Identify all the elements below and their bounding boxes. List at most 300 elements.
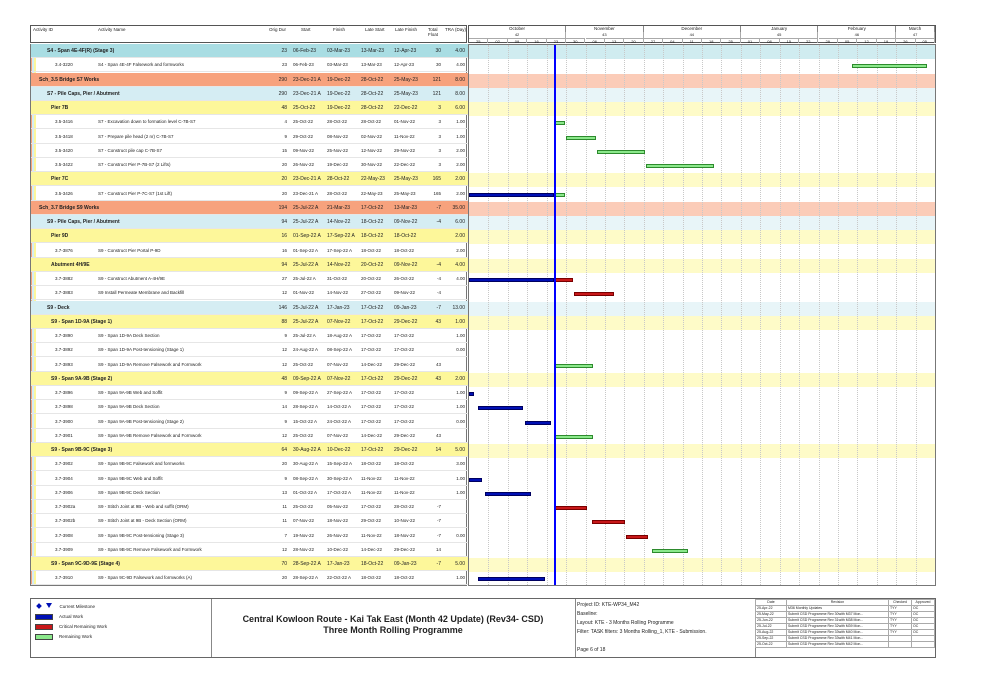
late-finish: 18-Oct-22 <box>394 575 415 581</box>
total-float <box>427 386 441 400</box>
total-float: 14 <box>435 447 441 453</box>
total-float <box>427 229 441 243</box>
milestone-icon <box>36 603 42 609</box>
tra-days: 35.00 <box>452 204 465 211</box>
critical-bar[interactable] <box>574 292 614 296</box>
late-finish: 17-Oct-22 <box>394 333 415 338</box>
header-activity-name: Activity Name <box>98 27 126 32</box>
wbs-group-row[interactable] <box>31 229 468 243</box>
day-label: 29 <box>819 38 838 43</box>
finish-date: 17-Sep-22 A <box>327 247 353 253</box>
header-tra: TRA (Day) <box>445 27 467 32</box>
tra-days: 1.00 <box>456 390 465 395</box>
finish-date: 30-Sep-22 A <box>327 475 353 481</box>
start-date: 09-Sep-22 A <box>293 390 319 395</box>
activity-row[interactable] <box>31 415 468 429</box>
month-november: November <box>566 26 644 32</box>
week-number: 47 <box>896 32 935 38</box>
activity-name: S9 - Span 9B-9C Web and Soffit <box>98 475 163 481</box>
revision-cell: TYY <box>889 606 912 612</box>
late-start: 17-Oct-22 <box>361 447 384 453</box>
day-label: 04 <box>663 38 682 43</box>
late-finish: 11-Nov-22 <box>394 475 415 481</box>
activity-id: 3.7-3896 <box>55 390 73 395</box>
wbs-group-row[interactable] <box>31 172 468 186</box>
revision-table <box>755 599 937 657</box>
total-float: 121 <box>432 90 441 97</box>
activity-name: S9 - Span 9B-9C Post-tensioning (Stage 3) <box>98 532 185 538</box>
grid-line <box>721 45 722 586</box>
late-start: 17-Oct-22 <box>361 347 382 353</box>
header-finish: Finish <box>333 27 346 32</box>
activity-name: S9 - Span 9C-9D Falsework and formworks (A) <box>98 575 193 581</box>
actual-bar[interactable] <box>469 193 554 197</box>
late-start: 17-Oct-22 <box>361 304 384 311</box>
late-start: 17-Oct-22 <box>361 318 384 325</box>
legend-milestone-label: Current Milestone <box>59 604 96 609</box>
critical-bar[interactable] <box>554 506 587 510</box>
late-finish: 22-Dec-22 <box>394 162 416 167</box>
start-date: 29-Oct-22 <box>293 133 314 139</box>
finish-date: 19-Dec-22 <box>327 105 351 111</box>
actual-bar[interactable] <box>525 421 551 425</box>
wbs-group-row[interactable] <box>31 315 468 329</box>
total-float: 165 <box>433 190 441 196</box>
finish-date: 14-Oct-22 A <box>327 404 352 410</box>
start-date: 15-Oct-22 A <box>293 418 318 424</box>
remaining-bar[interactable] <box>566 136 596 140</box>
orig-dur: 14 <box>281 404 287 410</box>
finish-date: 22-Oct-22 A <box>327 575 352 581</box>
total-float: 30 <box>435 62 441 68</box>
actual-bar[interactable] <box>478 577 545 581</box>
late-start: 28-Oct-22 <box>361 76 384 83</box>
late-start: 22-May-23 <box>361 176 385 183</box>
column-header <box>30 25 467 43</box>
group-name: Pier 9D <box>51 233 69 240</box>
grid-line <box>780 45 781 586</box>
late-start: 28-Oct-22 <box>361 119 382 125</box>
finish-date: 31-Oct-22 <box>327 276 348 281</box>
late-start: 02-Nov-22 <box>361 133 383 139</box>
wbs-group-row[interactable] <box>31 557 468 571</box>
wbs-group-row[interactable] <box>31 44 468 58</box>
remaining-bar[interactable] <box>652 549 688 553</box>
actual-bar[interactable] <box>469 278 554 282</box>
grid-line <box>624 45 625 586</box>
tra-days: 8.00 <box>455 76 465 83</box>
total-float: 3 <box>438 119 441 125</box>
late-start: 28-Oct-22 <box>361 90 384 97</box>
activity-row[interactable] <box>31 130 468 144</box>
day-label: 15 <box>780 38 799 43</box>
grid-line <box>702 45 703 586</box>
header-late-finish: Late Finish <box>395 27 418 32</box>
orig-dur: 20 <box>281 575 287 581</box>
activity-row[interactable] <box>31 486 468 500</box>
activity-table <box>30 44 467 586</box>
late-start: 12-Nov-22 <box>361 147 383 153</box>
activity-row[interactable] <box>31 457 468 471</box>
tra-days: 0.00 <box>456 347 465 353</box>
activity-name: S7 - Construct Pier P-7B-S7 (2 Lifts) <box>98 162 171 167</box>
orig-dur: 4 <box>284 119 287 125</box>
activity-row[interactable] <box>31 115 468 129</box>
orig-dur: 12 <box>281 347 287 353</box>
activity-name: S7 - Prepare pile head (2 nr) C-7B-S7 <box>98 133 174 139</box>
late-finish: 09-Jan-23 <box>394 304 417 311</box>
gantt-chart <box>468 44 936 586</box>
page-number: Page 6 of 18 <box>577 647 606 653</box>
activity-row[interactable] <box>31 144 468 158</box>
wbs-group-row[interactable] <box>31 301 468 315</box>
rev-header-approved: Approved <box>912 600 935 606</box>
tra-days <box>443 358 465 372</box>
tra-days: 1.00 <box>456 333 465 338</box>
finish-date: 25-Nov-22 <box>327 147 349 153</box>
finish-date: 07-Nov-22 <box>327 375 351 382</box>
activity-row[interactable] <box>31 400 468 414</box>
month-march: March <box>896 26 935 32</box>
activity-id: 3.5-3420 <box>55 147 73 153</box>
grid-line <box>741 45 742 586</box>
late-finish: 17-Oct-22 <box>394 418 415 424</box>
start-date: 01-Nov-22 <box>293 290 315 296</box>
orig-dur: 23 <box>281 48 287 54</box>
total-float: 43 <box>435 318 441 325</box>
wbs-group-row[interactable] <box>31 101 468 115</box>
start-date: 23-Dec-21 A <box>293 176 321 183</box>
activity-id: 3.7-3883 <box>55 290 73 296</box>
activity-id: 3.5-3422 <box>55 162 73 167</box>
start-date: 25-Jul-22 A <box>293 318 319 325</box>
group-name: Pier 7C <box>51 176 69 183</box>
activity-row[interactable] <box>31 187 468 201</box>
activity-id: 3.7-3908 <box>55 532 73 538</box>
orig-dur: 9 <box>284 133 287 139</box>
start-date: 06-Feb-23 <box>293 48 317 54</box>
late-start: 11-Nov-22 <box>361 475 382 481</box>
timeline-header <box>468 25 936 43</box>
orig-dur: 27 <box>281 276 287 281</box>
activity-row[interactable] <box>31 543 468 557</box>
revision-cell: TYY <box>889 630 912 636</box>
late-finish: 28-Oct-22 <box>394 504 415 509</box>
header-start: Start <box>301 27 311 32</box>
group-name: S9 - Deck <box>47 304 70 311</box>
tra-days: 5.00 <box>455 561 465 567</box>
critical-bar[interactable] <box>626 535 648 539</box>
week-number: 44 <box>644 32 741 38</box>
activity-name: S9 - Construct Abutment A-4H/9E <box>98 276 166 281</box>
activity-id: 3.7-3876 <box>55 247 73 253</box>
group-name: Pier 7B <box>51 105 69 111</box>
total-float: -7 <box>436 561 441 567</box>
legend-critical-label: Critical Remaining Work <box>59 624 108 629</box>
late-finish: 09-Nov-22 <box>394 261 418 268</box>
total-float <box>427 472 441 486</box>
orig-dur: 23 <box>281 62 287 68</box>
late-start: 13-Mar-23 <box>361 62 382 68</box>
finish-date: 18-Aug-22 A <box>327 333 353 338</box>
remaining-bar[interactable] <box>646 164 714 168</box>
start-date: 25-Oct-22 <box>293 361 314 367</box>
grid-line <box>819 45 820 586</box>
activity-row[interactable] <box>31 386 468 400</box>
total-float <box>427 486 441 500</box>
total-float: 43 <box>435 432 441 438</box>
late-start: 11-Nov-22 <box>361 532 382 538</box>
critical-bar[interactable] <box>554 278 573 282</box>
legend-milestone <box>35 603 95 610</box>
activity-row[interactable] <box>31 272 468 286</box>
orig-dur: 15 <box>281 147 287 153</box>
month-february: February <box>819 26 897 32</box>
late-start: 18-Oct-22 <box>361 461 382 467</box>
orig-dur: 9 <box>284 475 287 481</box>
revision-cell: 25-May-22 <box>756 612 787 618</box>
activity-name: S9 - Span 9B-9C Remove Falsework and Formwork <box>98 546 202 552</box>
legend-remaining-label: Remaining Work <box>59 634 93 639</box>
orig-dur: 94 <box>281 261 287 268</box>
day-label: 13 <box>605 38 624 43</box>
group-name: S9 - Span 9C-9D-9E (Stage 4) <box>51 561 120 567</box>
start-date: 28-Sep-22 A <box>293 575 319 581</box>
activity-row[interactable] <box>31 343 468 357</box>
tra-days: 2.00 <box>455 233 465 240</box>
actual-bar[interactable] <box>469 478 482 482</box>
activity-name: S9 - Span 1D-9A Post-tensioning (Stage 1) <box>98 347 184 353</box>
revision-cell <box>912 642 935 648</box>
orig-dur: 194 <box>278 204 287 211</box>
wbs-group-row[interactable] <box>31 443 468 457</box>
activity-row[interactable] <box>31 571 468 585</box>
group-name: Abutment 4H/9E <box>51 261 90 268</box>
wbs-group-row[interactable] <box>31 372 468 386</box>
start-date: 25-Jul-22 A <box>293 276 316 281</box>
finish-date: 14-Nov-22 <box>327 290 349 296</box>
week-number: 42 <box>469 32 566 38</box>
start-date: 07-Nov-22 <box>293 518 315 524</box>
activity-id: 3.5-3426 <box>55 190 73 196</box>
late-start: 18-Oct-22 <box>361 575 382 581</box>
remaining-swatch <box>35 634 53 640</box>
start-date: 25-Oct-22 <box>293 119 314 125</box>
tra-days: 6.00 <box>455 105 465 111</box>
finish-date: 08-Sep-22 A <box>327 347 353 353</box>
rev-header-revision: Revision <box>787 600 889 606</box>
activity-id: 3.7-3898 <box>55 404 73 410</box>
day-label: 22 <box>799 38 818 43</box>
late-finish: 12-Apr-23 <box>394 62 415 68</box>
remaining-bar[interactable] <box>852 64 927 68</box>
activity-name: S9 - Span 9A-9B Deck Section <box>98 404 160 410</box>
late-finish: 29-Dec-22 <box>394 361 416 367</box>
wbs-group-row[interactable] <box>31 258 468 272</box>
activity-row[interactable] <box>31 358 468 372</box>
remaining-bar[interactable] <box>597 150 645 154</box>
start-date: 25-Jul-22 A <box>293 333 316 338</box>
grid-line <box>896 45 897 586</box>
grid-line <box>760 45 761 586</box>
finish-date: 07-Nov-22 <box>327 361 349 367</box>
tra-days: 2.00 <box>456 162 465 167</box>
late-finish: 18-Nov-22 <box>394 532 416 538</box>
finish-date: 17-Jan-23 <box>327 304 350 311</box>
activity-id: 3.7-3893 <box>55 361 73 367</box>
revision-cell: 25-Sep-22 <box>756 636 787 642</box>
activity-row[interactable] <box>31 472 468 486</box>
finish-date: 28-Oct-22 <box>327 176 350 183</box>
activity-name: S7 - Construct Pier P-7C-S7 (1st Lift) <box>98 190 173 196</box>
project-filter: Filter: TASK filters: 3 Months Rolling_1, KTE - Submission. <box>577 629 707 635</box>
grid-line <box>547 45 548 586</box>
grid-line <box>605 45 606 586</box>
day-label: 02 <box>488 38 507 43</box>
orig-dur: 94 <box>281 219 287 225</box>
activity-id: 3.7-3906 <box>55 489 73 495</box>
activity-row[interactable] <box>31 244 468 258</box>
data-date-line <box>554 45 556 586</box>
late-finish: 12-Apr-23 <box>394 48 417 54</box>
activity-name: S9 - Span 9A-9B Web and Soffit <box>98 390 163 395</box>
project-title: Central Kowloon Route - Kai Tak East (Month 42 Update) (Rev34- CSD) <box>242 614 544 624</box>
late-finish: 25-May-23 <box>394 190 416 196</box>
revision-cell: Submit CSD Programme Rev 31with M38 Mon... <box>787 618 889 624</box>
activity-row[interactable] <box>31 529 468 543</box>
wbs-group-row[interactable] <box>31 73 468 87</box>
group-name: S9 - Pile Caps, Pier / Abutment <box>47 219 120 225</box>
total-float: -4 <box>436 219 441 225</box>
programme-title: Three Month Rolling Programme <box>323 625 463 635</box>
late-finish: 18-Oct-22 <box>394 233 417 240</box>
start-date: 01-Sep-22 A <box>293 247 319 253</box>
orig-dur: 20 <box>281 162 287 167</box>
wbs-group-row[interactable] <box>31 87 468 101</box>
start-date: 25-Oct-22 <box>293 105 316 111</box>
week-number: 43 <box>566 32 644 38</box>
week-number: 45 <box>741 32 819 38</box>
revision-cell: TYY <box>889 618 912 624</box>
start-date: 25-Jul-22 A <box>293 261 319 268</box>
orig-dur: 11 <box>282 504 287 509</box>
start-date: 19-Nov-22 <box>293 532 315 538</box>
activity-row[interactable] <box>31 286 468 300</box>
orig-dur: 16 <box>281 233 287 240</box>
day-label: 18 <box>702 38 721 43</box>
late-finish: 13-Mar-23 <box>394 204 418 211</box>
activity-name: S9 - Stitch Joint at 9B - Web and soffit (ORM) <box>98 504 189 509</box>
orig-dur: 70 <box>281 561 287 567</box>
total-float: 3 <box>438 133 441 139</box>
day-label: 26 <box>896 38 915 43</box>
grid-line <box>586 45 587 586</box>
group-name: S9 - Span 9A-9B (Stage 2) <box>51 375 113 382</box>
group-name: S9 - Span 9B-9C (Stage 3) <box>51 447 113 453</box>
wbs-group-row[interactable] <box>31 201 468 215</box>
grid-line <box>838 45 839 586</box>
activity-row[interactable] <box>31 58 468 72</box>
wbs-group-row[interactable] <box>31 215 468 229</box>
tra-days: 4.00 <box>456 276 465 281</box>
total-float: -7 <box>436 304 441 311</box>
orig-dur: 64 <box>281 447 287 453</box>
activity-row[interactable] <box>31 158 468 172</box>
group-name: S4 - Span 4E-4F(R) (Stage 3) <box>47 48 115 54</box>
total-float: -4 <box>436 290 441 296</box>
late-finish: 18-Oct-22 <box>394 461 415 467</box>
revision-cell: OC <box>912 612 935 618</box>
actual-bar[interactable] <box>469 392 474 396</box>
orig-dur: 12 <box>281 290 287 296</box>
late-finish: 25-May-23 <box>394 76 418 83</box>
finish-date: 17-Oct-22 A <box>327 489 352 495</box>
activity-id: 3.7-3890 <box>55 333 73 338</box>
activity-row[interactable] <box>31 500 468 514</box>
late-start: 18-Oct-22 <box>361 561 384 567</box>
day-label: 11 <box>683 38 702 43</box>
orig-dur: 16 <box>281 247 287 253</box>
day-label: 20 <box>624 38 643 43</box>
week-number: 46 <box>819 32 897 38</box>
late-start: 14-Dec-22 <box>361 546 383 552</box>
remaining-bar[interactable] <box>554 435 593 439</box>
total-float <box>427 400 441 414</box>
start-date: 09-Nov-22 <box>293 147 315 153</box>
day-label: 30 <box>566 38 585 43</box>
late-start: 17-Oct-22 <box>361 333 382 338</box>
finish-date: 03-Mar-23 <box>327 48 351 54</box>
start-date: 25-Oct-22 <box>293 432 314 438</box>
total-float: 3 <box>438 162 441 167</box>
tra-days: 0.00 <box>456 418 465 424</box>
grid-line <box>916 45 917 586</box>
activity-id: 3.7-3882 <box>55 276 73 281</box>
activity-row[interactable] <box>31 514 468 528</box>
grid-line <box>799 45 800 586</box>
finish-date: 03-Mar-23 <box>327 62 348 68</box>
start-date: 26-Nov-22 <box>293 162 315 167</box>
finish-date: 19-Dec-22 <box>327 90 351 97</box>
total-float <box>427 244 441 258</box>
late-start: 18-Oct-22 <box>361 233 384 240</box>
late-start: 17-Oct-22 <box>361 390 382 395</box>
late-finish: 29-Dec-22 <box>394 432 416 438</box>
actual-bar[interactable] <box>485 492 531 496</box>
total-float: -4 <box>436 261 441 268</box>
activity-row[interactable] <box>31 329 468 343</box>
actual-bar[interactable] <box>478 406 523 410</box>
start-date: 25-Jul-22 A <box>293 204 319 211</box>
finish-date: 28-Oct-22 <box>327 119 348 125</box>
total-float: 165 <box>432 176 441 183</box>
total-float <box>427 343 441 357</box>
late-finish: 17-Oct-22 <box>394 390 415 395</box>
revision-row <box>756 642 935 648</box>
remaining-bar[interactable] <box>554 364 593 368</box>
finish-date: 17-Sep-22 A <box>327 233 355 240</box>
grid-line <box>527 45 528 586</box>
late-start: 14-Dec-22 <box>361 432 383 438</box>
late-finish: 29-Nov-22 <box>394 147 416 153</box>
project-layout: Layout: KTE - 3 Months Rolling Programme <box>577 620 674 626</box>
late-finish: 29-Dec-22 <box>394 375 418 382</box>
footer <box>30 598 936 658</box>
critical-bar[interactable] <box>592 520 625 524</box>
group-name: Sch_3.5 Bridge S7 Works <box>39 76 100 83</box>
actual-swatch <box>35 614 53 620</box>
activity-row[interactable] <box>31 429 468 443</box>
